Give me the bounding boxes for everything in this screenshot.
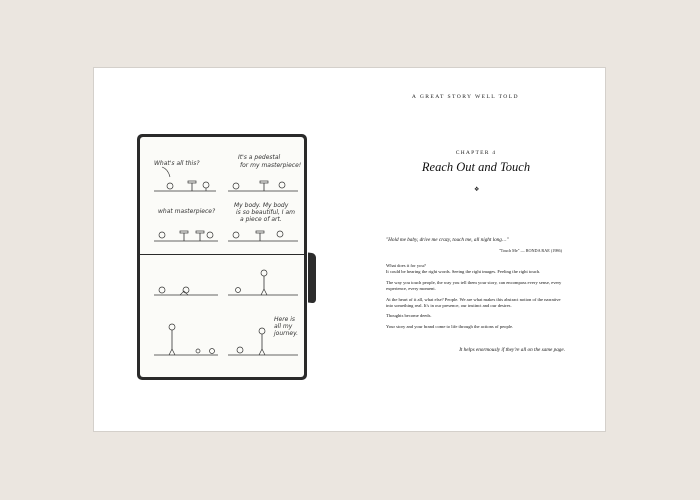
chapter-number: CHAPTER 4 — [455, 150, 497, 156]
paragraph: Thoughts become deeds. — [386, 313, 432, 319]
svg-text:for my masterpiece!: for my masterpiece! — [240, 162, 302, 169]
paragraph: Your story and your brand come to life through the actions of people. — [386, 323, 514, 329]
comic-top-panels — [140, 137, 304, 254]
bubble-what-masterpiece: what masterpiece? — [158, 208, 216, 215]
svg-text:journey.: journey. — [274, 330, 299, 337]
closing-line: It helps enormously if they're all on the same page. — [459, 347, 565, 353]
svg-text:a piece of art.: a piece of art. — [240, 216, 282, 223]
epigraph-quote: "Hold me baby, drive me crazy, touch me, all night long…" — [386, 237, 509, 243]
svg-text:It's a pedestal: It's a pedestal — [238, 154, 281, 161]
running-header: A GREAT STORY WELL TOLD — [411, 94, 519, 100]
svg-text:is so beautiful, I am: is so beautiful, I am — [236, 209, 295, 216]
paragraph-line: What does it for you? — [386, 263, 426, 268]
notebook-illustration — [137, 134, 307, 380]
chapter-body — [386, 263, 566, 334]
notebook-bottom-page — [140, 255, 304, 377]
paragraph: The way you touch people, the way you tell them your story, can encompass every sense, every experience, every moment. — [386, 279, 562, 292]
paragraph-line: It could be hearing the right words. Seeing the right images. Feeling the right touch. — [386, 269, 541, 275]
epigraph-attribution: "Touch Me" — RONDA RAE (1986) — [498, 248, 562, 253]
notebook-top-page — [140, 137, 304, 254]
book-spread — [93, 67, 606, 432]
svg-text:all my: all my — [274, 323, 293, 330]
svg-text:Here is: Here is — [274, 316, 296, 323]
paragraph: At the heart of it all, what else? People. We are what makes this abstract notion of the narrative into something real. It's in our presence, our instinct and our desires. — [386, 296, 561, 309]
paragraph — [386, 263, 566, 276]
svg-text:My body. My body: My body. My body — [234, 202, 289, 209]
comic-bottom-panels — [140, 255, 304, 377]
chapter-title: Reach Out and Touch — [421, 160, 531, 174]
ornament-icon: ❖ — [474, 186, 480, 193]
notebook-elastic-strap — [308, 252, 316, 303]
bubble-whats-all-this: What's all this? — [154, 160, 200, 167]
